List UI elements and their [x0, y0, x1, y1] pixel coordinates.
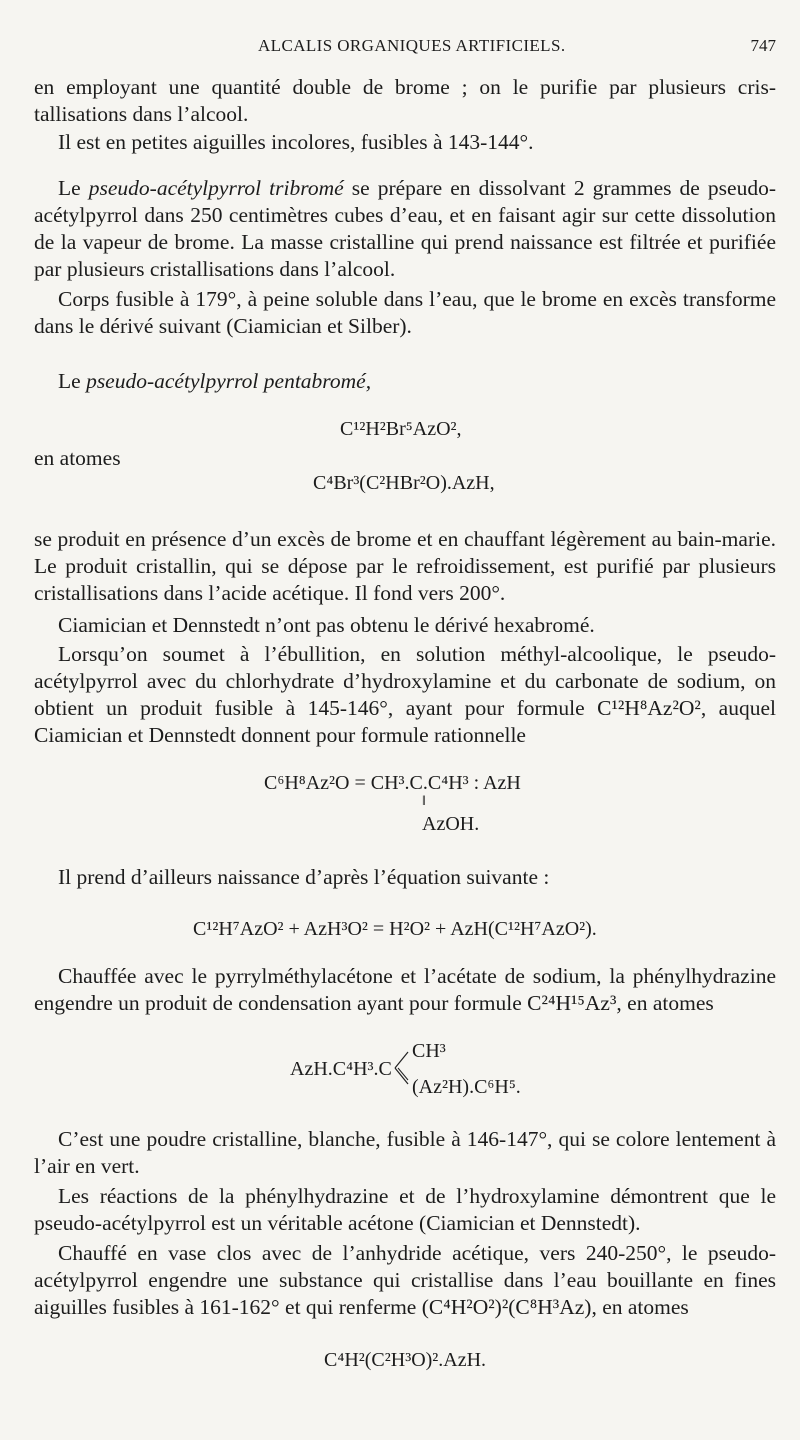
paragraph-equation-intro: Il prend d’ailleurs naissance d’après l’équation suivante : — [58, 865, 550, 889]
paragraph-label: Le — [58, 369, 81, 393]
formula-hydrazone-bottom: (Az²H).C⁶H⁵. — [412, 1076, 521, 1098]
paragraph-line: tallisations dans l’alcool. — [34, 102, 249, 126]
formula-atomic: C⁴Br³(C²HBr²O).AzH, — [313, 472, 495, 494]
formula-equation: C¹²H⁷AzO² + AzH³O² = H²O² + AzH(C¹²H⁷AzO²). — [193, 918, 597, 940]
paragraph-fusibility: Il est en petites aiguilles incolores, fusibles à 143-144°. — [58, 130, 534, 154]
paragraph-properties: Corps fusible à 179°, à peine soluble dans l’eau, que le brome en excès transforme dans le dérivé suivant (Ciamician et Silber). — [34, 287, 776, 338]
paragraph-pentabromo — [34, 368, 776, 395]
paragraph-reactions: Les réactions de la phénylhydrazine et de l’hydroxylamine démontrent que le pseudo-acétylpyrrol est un véritable acétone (Ciamician et Dennstedt). — [34, 1184, 776, 1235]
formula-hydrazone-top: CH³ — [412, 1040, 446, 1062]
formula-hydrazone-left: AzH.C⁴H³.C — [290, 1058, 392, 1080]
paragraph-hydrazine: Chauffée avec le pyrrylméthylacétone et l’acétate de sodium, la phénylhydrazine engendre un produit de condensation ayant pour formule C²⁴H¹⁵Az³, en atomes — [34, 964, 776, 1015]
page-number: 747 — [750, 36, 776, 55]
compound-name: pseudo-acétylpyrrol tribromé — [88, 176, 344, 200]
formula-rational: C⁶H⁸Az²O = CH³.C.C⁴H³ : AzH — [264, 772, 521, 794]
double-bond-mark: ‖ — [422, 794, 426, 809]
paragraph-pentabromo-prep: se produit en présence d’un excès de brome et en chauffant légèrement au bain-marie. Le produit cristallin, qui se dépose par le refroidissement, est purifié par plusieurs cristallisations dans l’acide acétique. Il fond vers 200°. — [34, 527, 776, 605]
formula-equivalents: C¹²H²Br⁵AzO², — [340, 418, 462, 440]
branch-lines — [394, 1042, 410, 1094]
paragraph-tribromo — [34, 175, 776, 283]
formula-final: C⁴H²(C²H³O)².AzH. — [324, 1349, 487, 1371]
paragraph-oxime: Lorsqu’on soumet à l’ébullition, en solution méthyl-alcoolique, le pseudo-acétylpyrrol avec du chlorhydrate d’hydroxylamine et du carbonate de sodium, on obtient un produit fusible à 145-146°, ayant pour formule C¹²H⁸Az²O², auquel Ciamician et Dennstedt donnent pour formule rationnelle — [34, 642, 776, 747]
running-title: ALCALIS ORGANIQUES ARTIFICIELS. — [258, 36, 566, 55]
paragraph-text: se prépare en dissolvant 2 grammes de pseudo-acétylpyrrol dans 250 centimètres cubes d’eau, et en faisant agir sur cette dissolution de la vapeur de brome. La masse cristalline qui prend naissance est filtrée et purifiée par plusieurs cristallisations dans l’alcool. — [34, 176, 776, 281]
paragraph-line: en employant une quantité double de brome ; on le purifie par plusieurs cris- — [34, 75, 776, 99]
compound-name: pseudo-acétylpyrrol pentabromé, — [86, 369, 372, 393]
page-header — [30, 36, 776, 62]
paragraph-continuation — [34, 74, 776, 128]
paragraph-label: Le — [58, 176, 81, 200]
paragraph-anhydride: Chauffé en vase clos avec de l’anhydride acétique, vers 240-250°, le pseudo-acétylpyrrol engendre une substance qui cristallise dans l’eau bouillante en fines aiguilles fusibles à 161-162° et qui renferme (C⁴H²O²)²(C⁸H³Az), en atomes — [34, 1241, 776, 1319]
en-atomes-label: en atomes — [34, 446, 121, 470]
formula-rational-sub: AzOH. — [422, 813, 480, 835]
paragraph-powder: C’est une poudre cristalline, blanche, fusible à 146-147°, qui se colore lentement à l’air en vert. — [34, 1127, 776, 1178]
paragraph-hexabromo: Ciamician et Dennstedt n’ont pas obtenu le dérivé hexabromé. — [58, 613, 595, 637]
